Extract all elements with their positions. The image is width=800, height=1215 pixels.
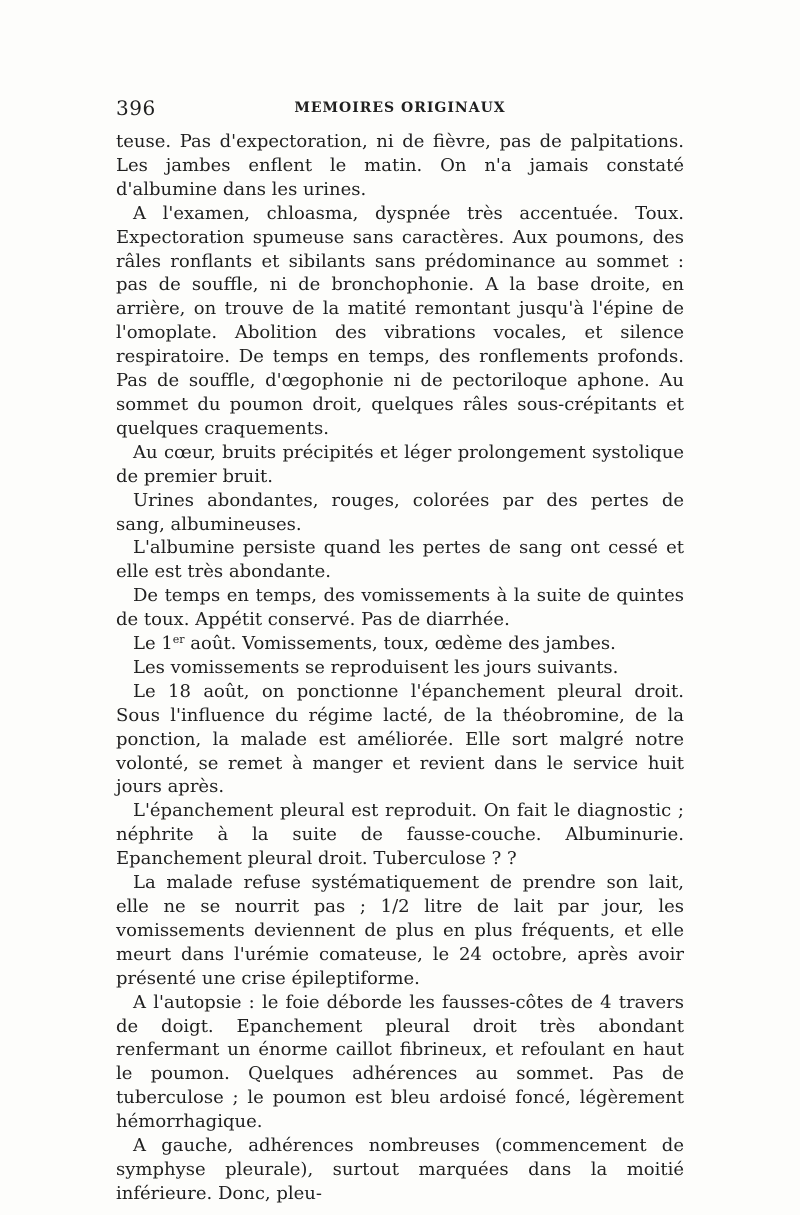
page-number: 396 <box>116 96 156 120</box>
paragraph: L'épanchement pleural est reproduit. On fait le diagnostic ; néphrite à la suite de fausse-couche. Albuminurie. Epanchement pleural droit. Tuberculose ? ? <box>116 800 684 870</box>
page-header <box>116 96 684 124</box>
paragraph: A l'examen, chloasma, dyspnée très accentuée. Toux. Expectoration spumeuse sans caractères. Aux poumons, des râles ronflants et sibilants sans prédominance au sommet : pas de souffle, ni de bronchophonie. A la base droite, en arrière, on trouve de la matité remontant jusqu'à l'épine de l'omoplate. Abolition des vibrations vocales, et silence respiratoire. De temps en temps, des ronflements profonds. Pas de souffle, d'œgophonie ni de pectoriloque aphone. Au sommet du poumon droit, quelques râles sous-crépitants et quelques craquements. <box>116 202 684 439</box>
body-text <box>116 130 684 1206</box>
paragraph: La malade refuse systématiquement de prendre son lait, elle ne se nourrit pas ; 1/2 litre de lait par jour, les vomissements deviennent de plus en plus fréquents, et elle meurt dans l'urémie comateuse, le 24 octobre, après avoir présenté une crise épileptiforme. <box>116 872 684 989</box>
paragraph: A l'autopsie : le foie déborde les fausses-côtes de 4 travers de doigt. Epanchement pleural droit très abondant renfermant un énorme caillot fibrineux, et refoulant en haut le poumon. Quelques adhérences au sommet. Pas de tuberculose ; le poumon est bleu ardoisé foncé, légèrement hémorrhagique. <box>116 991 684 1133</box>
paragraph: Au cœur, bruits précipités et léger prolongement systolique de premier bruit. <box>116 441 684 487</box>
paragraph: teuse. Pas d'expectoration, ni de fièvre, pas de palpitations. Les jambes enflent le matin. On n'a jamais constaté d'albumine dans les urines. <box>116 131 684 200</box>
paragraph: L'albumine persiste quand les pertes de sang ont cessé et elle est très abondante. <box>116 537 684 583</box>
paragraph: A gauche, adhérences nombreuses (commencement de symphyse pleurale), surtout marquées dans la moitié inférieure. Donc, pleu- <box>116 1135 684 1204</box>
paragraph: Urines abondantes, rouges, colorées par des pertes de sang, albumineuses. <box>116 489 684 535</box>
running-head: MEMOIRES ORIGINAUX <box>294 100 506 116</box>
paragraph: Les vomissements se reproduisent les jours suivants. <box>133 656 619 678</box>
paragraph: Le 18 août, on ponctionne l'épanchement pleural droit. Sous l'influence du régime lacté, de la théobromine, de la ponction, la malade est améliorée. Elle sort malgré notre volonté, se remet à manger et revient dans le service huit jours après. <box>116 680 684 798</box>
paragraph-text: août. Vomissements, toux, œdème des jambes. <box>184 633 616 655</box>
paragraph <box>116 632 684 656</box>
ordinal-superscript: er <box>172 633 185 647</box>
paragraph-text: Le 1 <box>133 633 173 655</box>
paragraph: De temps en temps, des vomissements à la suite de quintes de toux. Appétit conservé. Pas de diarrhée. <box>116 585 684 631</box>
